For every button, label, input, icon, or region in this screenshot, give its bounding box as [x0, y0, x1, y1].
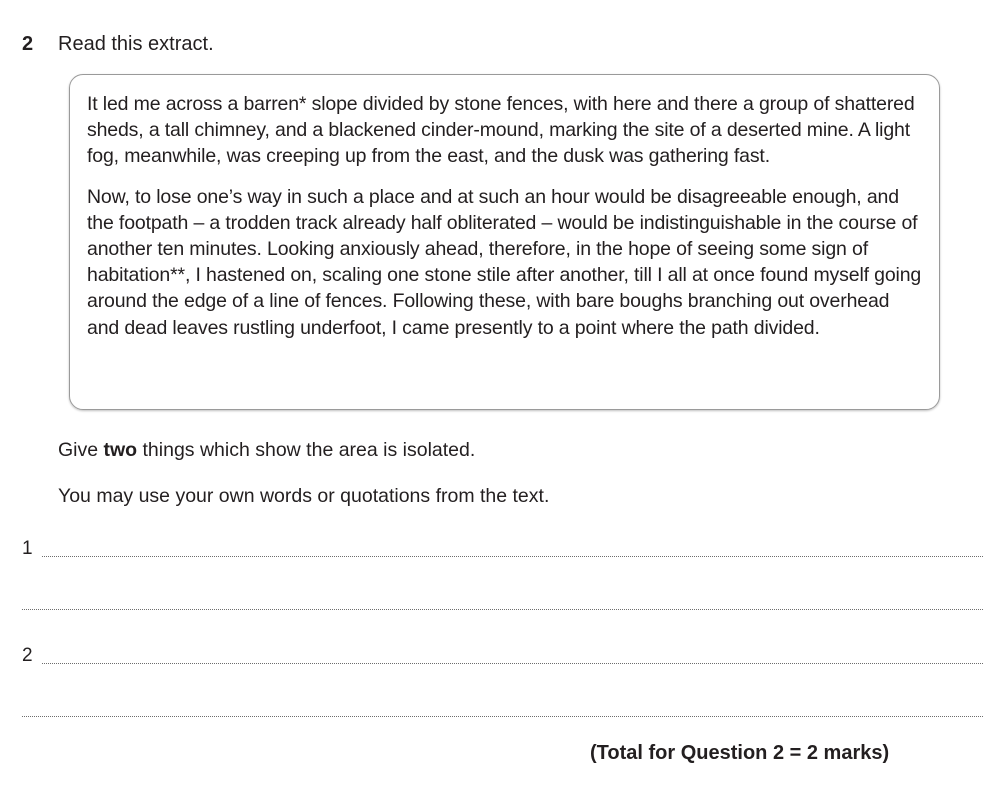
answer-line-2-continued[interactable] — [22, 695, 983, 719]
question-prompt: Read this extract. — [58, 33, 214, 55]
total-marks: (Total for Question 2 = 2 marks) — [590, 742, 890, 764]
extract-paragraph-2: Now, to lose one’s way in such a place and at such an hour would be disagreeable enough, and the footpath – a trodden track already half obliterated – would be indistinguishable in the course of another ten minutes. Looking anxiously ahead, therefore, in the hope of seeing some sign of habitation**, I hastened on, scaling one stone stile after another, till I all at once found myself going around the edge of a line of fences. Following these, with bare boughs branching out overhead and dead leaves rustling underfoot, I came presently to a point where the path divided. — [87, 185, 922, 339]
task-suffix: things which show the area is isolated. — [137, 439, 476, 461]
answer-line-1[interactable] — [22, 535, 983, 559]
answer-input-2[interactable] — [42, 663, 983, 664]
task-prefix: Give — [58, 439, 104, 461]
question-number: 2 — [22, 33, 34, 55]
question-header — [22, 31, 214, 57]
answer-input-2b[interactable] — [22, 716, 983, 717]
extract-paragraph-1: It led me across a barren* slope divided by stone fences, with here and there a group of shattered sheds, a tall chimney, and a blackened cinder-mound, marking the site of a deserted mine. A light fog, meanwhile, was creeping up from the east, and the dusk was gathering fast. — [87, 93, 915, 168]
answer-line-1-continued[interactable] — [22, 588, 983, 612]
answer-number-2: 2 — [22, 645, 33, 666]
task-instruction — [58, 437, 475, 463]
answer-line-2[interactable] — [22, 642, 983, 666]
task-emphasis: two — [103, 439, 138, 461]
extract-box — [69, 74, 940, 410]
answer-input-1[interactable] — [42, 556, 983, 557]
answer-input-1b[interactable] — [22, 609, 983, 610]
quotation-note: You may use your own words or quotations from the text. — [58, 485, 550, 507]
answer-number-1: 1 — [22, 538, 33, 559]
